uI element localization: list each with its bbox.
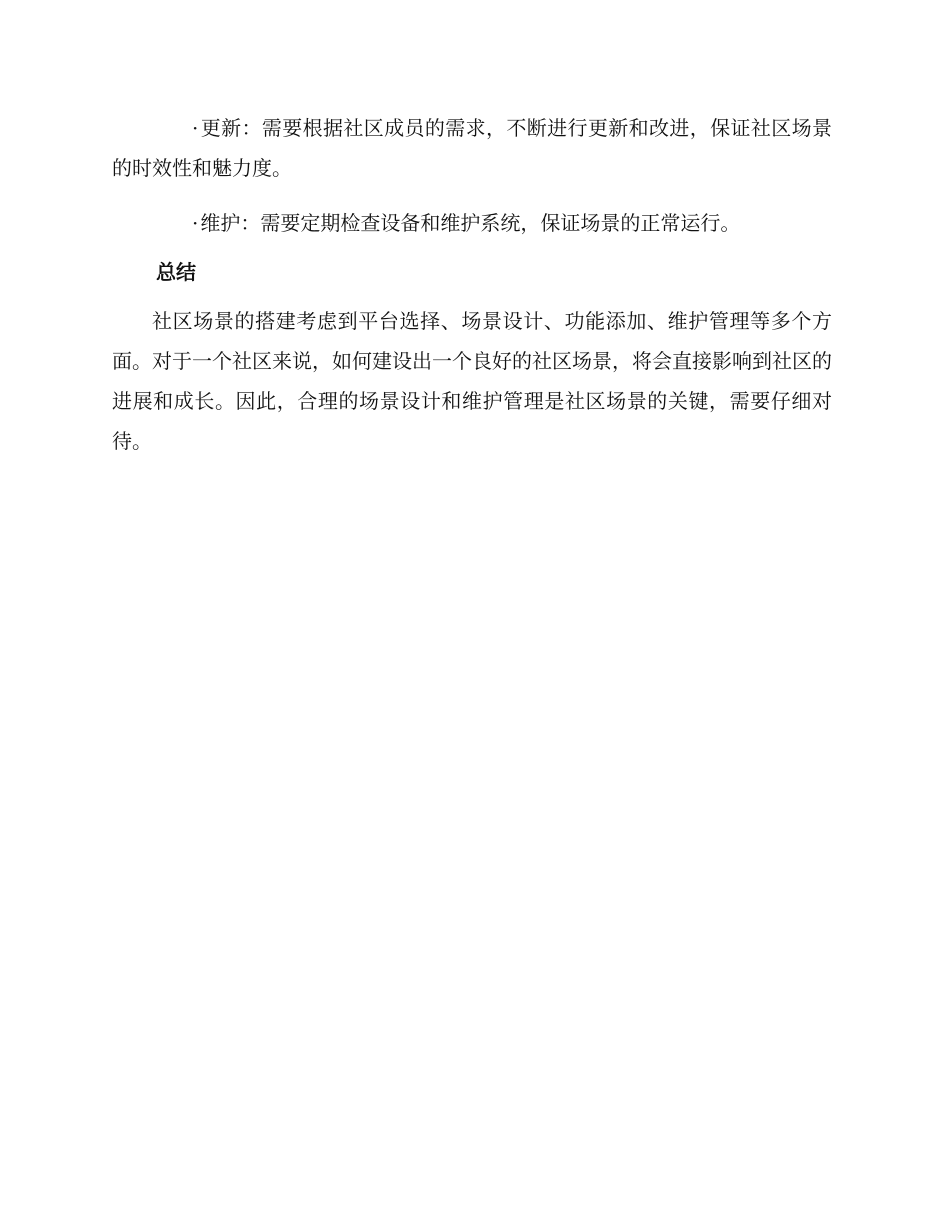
bullet-maintenance	[112, 203, 832, 243]
summary-paragraph: 社区场景的搭建考虑到平台选择、场景设计、功能添加、维护管理等多个方面。对于一个社区来说，如何建设出一个良好的社区场景，将会直接影响到社区的进展和成长。因此，合理的场景设计和维护管理是社区场景的关键，需要仔细对待。	[112, 309, 832, 453]
section-heading-summary: 总结	[156, 260, 196, 284]
bullet-maintenance-text: 维护：需要定期检查设备和维护系统，保证场景的正常运行。	[200, 211, 741, 235]
bullet-marker: ·	[192, 116, 199, 140]
bullet-update	[112, 108, 832, 188]
bullet-update-text: 更新：需要根据社区成员的需求，不断进行更新和改进，保证社区场景的时效性和魅力度。	[112, 116, 832, 180]
bullet-marker: ·	[192, 211, 199, 235]
document-page	[112, 108, 832, 461]
